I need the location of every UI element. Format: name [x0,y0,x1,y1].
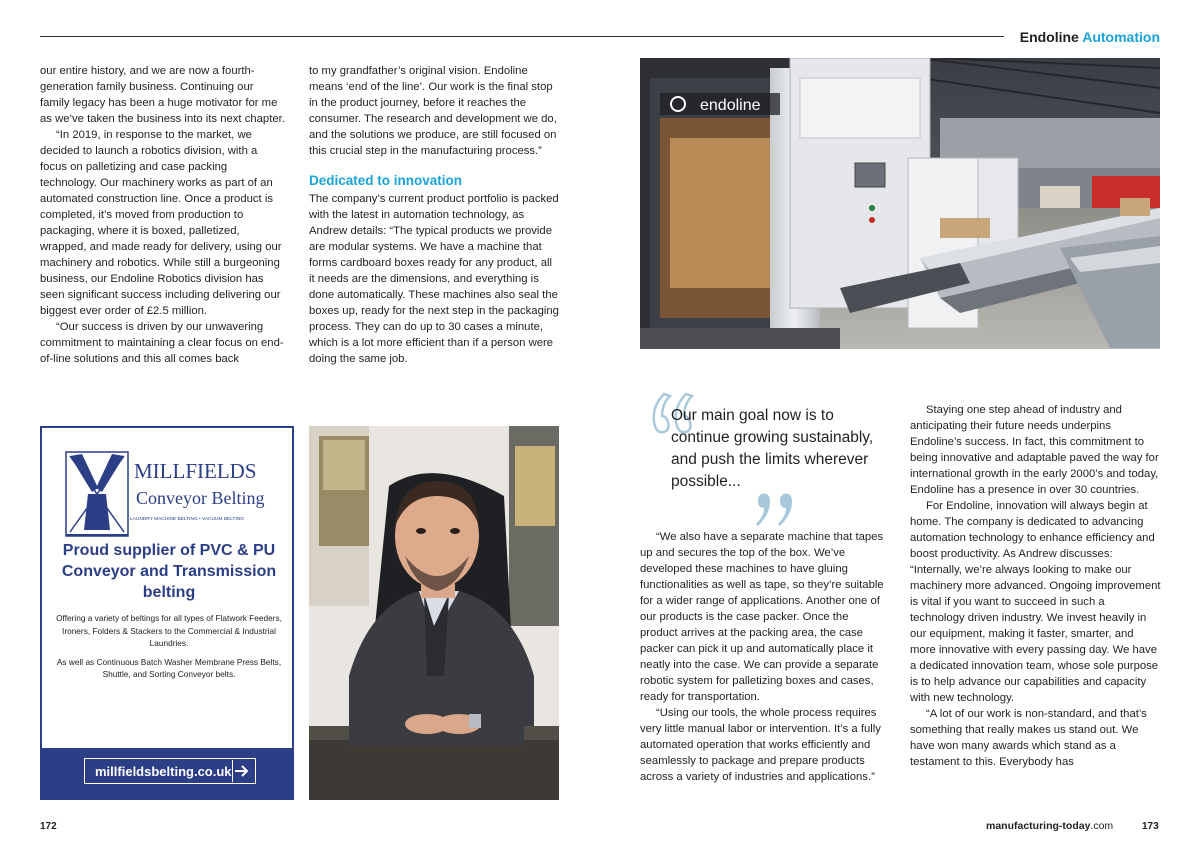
arrow-right-icon [232,760,251,782]
article-column-4 [910,402,1162,770]
millfields-advert [40,426,294,800]
article-column-2 [309,63,559,367]
ad-body-paragraph: Offering a variety of beltings for all types of Flatwork Feeders, Ironers, Folders & Stackers to the Commercial & Industrial Laundries. [56,613,282,648]
article-paragraph: our entire history, and we are now a fourth-generation family business. Continuing our family legacy has been a huge motivator for me as we’ve taken the business into its next chapter. [40,65,285,125]
article-paragraph: “Using our tools, the whole process requires very little manual labor or intervention. It’s a fully automated operation that works efficiently and seamlessly to package and prepare products across a variety of industries and applications.” [640,707,881,783]
factory-illustration [640,58,1160,349]
windmill-logo [60,438,280,550]
machine-brand-text: endoline [700,97,761,114]
article-paragraph: “A lot of our work is non-standard, and that’s something that really makes us stand out. We have won many awards which stand as a testament to this. Everybody has [910,708,1147,768]
section-tag [1020,29,1160,45]
section-subheading: Dedicated to innovation [309,173,463,188]
article-paragraph: to my grandfather’s original vision. Endoline means ‘end of the line’. Our work is the final stop in the product journey, before it reaches the consumer. The research and development we do, and the solutions we produce, are still focused on this crucial step in the manufacturing process.” [309,65,557,157]
article-column-3 [640,529,884,785]
pull-quote [650,392,878,528]
article-paragraph: “Our success is driven by our unwavering commitment to maintaining a clear focus on end-of-line solutions and this all comes back [40,321,284,365]
article-column-1 [40,63,286,367]
ad-cta-band [42,748,292,798]
close-quote-icon [754,492,798,528]
factory-photo [640,58,1160,349]
footer-site-tld: .com [1090,820,1114,832]
section-tag-primary: Endoline [1019,29,1079,45]
footer-site-name: manufacturing-today [986,820,1091,832]
article-paragraph: Staying one step ahead of industry and anticipating their future needs underpins Endoline’s success. In fact, this commitment to being innovative and adaptable paved the way for international growth in the early 2000’s and today, Endoline has a presence in over 30 countries. [910,404,1159,496]
ad-body-paragraph: As well as Continuous Batch Washer Membrane Press Belts, Shuttle, and Sorting Conveyor belts. [56,656,282,679]
header-rule [40,36,1004,37]
portrait-illustration [309,426,559,800]
article-paragraph: “In 2019, in response to the market, we decided to launch a robotics division, with a focus on palletizing and case packing technology. Our machinery works as part of an automated construction line. Once a product is completed, it’s moved from production to packaging, where it is boxed, palletized, wrapped, and made ready for delivery, using our machinery and robotics. While still a burgeoning business, our Endoline Robotics division has seen significant success including delivering our biggest ever order of £2.5 million. [40,129,282,317]
ad-headline: Proud supplier of PVC & PU Conveyor and Transmission belting [61,542,277,601]
article-paragraph: “We also have a separate machine that tapes up and secures the top of the box. We’ve developed these machines to have gluing functionalities as well as tape, so they’re suitable for a wider range of applications. Another one of our products is the case packer. Once the product arrives at the packing area, the case packer can pick it up and automatically place it neatly into the case. We can provide a separate robotic system for palletizing boxes and cases, ready for transportation. [640,531,884,703]
article-paragraph: The company’s current product portfolio is packed with the latest in automation technology, as Andrew details: “The typical products we provide are modular systems. We have a machine that forms cardboard boxes ready for any product, all it needs are the dimensions, and everything is done automatically. These machines also seal the boxes up, ready for the next step in the packaging process. They can do up to 30 cases a minute, which is a lot more efficient than if a person were doing the same job. [309,193,559,365]
pull-quote-text: Our main goal now is to continue growing sustainably, and push the limits wherever possible... [671,407,874,490]
ad-website-button[interactable] [84,758,256,784]
page-number-right: 173 [1142,821,1159,832]
ad-body [52,612,286,681]
section-tag-accent: Automation [1082,29,1160,45]
page-number-left: 172 [40,821,57,832]
article-paragraph: For Endoline, innovation will always begin at home. The company is dedicated to advancing automation technology to enhance efficiency and boost productivity. As Andrew discusses: “Internally, we’re always looking to make our machinery more advanced. Ongoing improvement is vital if you want to succeed in such a technology driven industry. We invest heavily in our equipment, making it faster, smarter, and more innovative with every passing day. We have a dedicated innovation team, whose sole purpose is to help advance our capabilities and capacity with new technology. [910,500,1161,704]
portrait-photo [309,426,559,800]
footer-site-link[interactable] [986,820,1113,832]
ad-brand-name: MILLFIELDS [134,459,257,483]
ad-brand-subname: Conveyor Belting [136,488,265,508]
ad-brand-tagline: LAUNDRY MACHINE BELTING • VACUUM BELTING [130,517,244,522]
ad-website-url: millfieldsbelting.co.uk [95,763,232,779]
